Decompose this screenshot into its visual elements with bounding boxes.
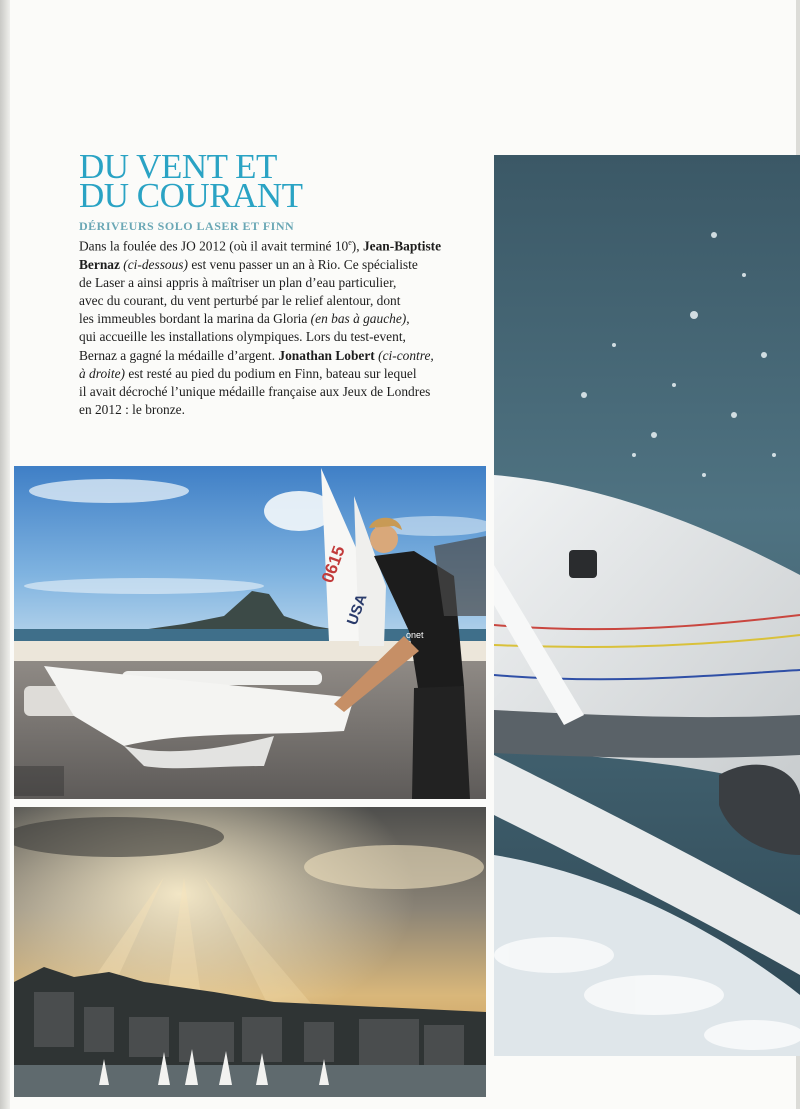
athlete-name-bernaz: Jean-Baptiste — [362, 238, 442, 254]
article-title — [79, 147, 303, 215]
photo-reference: (en bas à gauche) — [310, 311, 407, 327]
shirt-logo: onet — [406, 630, 424, 640]
sail-country-text: USA — [343, 591, 371, 628]
text-run: Bernaz a gagné la médaille d’argent. — [79, 347, 279, 363]
photo-finn-deck-closeup — [494, 155, 800, 1056]
photo-reference: (ci-contre, — [378, 347, 434, 363]
title-line-2: DU COURANT — [79, 176, 303, 215]
photo-boat-image — [494, 155, 800, 1056]
article-kicker: DÉRIVEURS SOLO LASER ET FINN — [79, 219, 295, 233]
text-run: ), — [351, 238, 363, 254]
photo-reference: (ci-dessous) — [123, 256, 188, 272]
text-run: les immeubles bordant la marina da Gloria — [79, 311, 311, 327]
text-run: est resté au pied du podium en Finn, bateau sur lequel — [125, 365, 417, 381]
article-body — [79, 234, 487, 420]
superscript: e — [348, 238, 352, 247]
body-line-5 — [79, 310, 487, 328]
body-line-2 — [79, 256, 487, 274]
body-line-4: avec du courant, du vent perturbé par le relief alentour, dont — [79, 293, 401, 309]
body-line-3: de Laser a ainsi appris à maîtriser un plan d’eau particulier, — [79, 274, 397, 290]
body-line-7 — [79, 347, 487, 365]
body-line-6: qui accueille les installations olympiques. Lors du test-event, — [79, 329, 406, 345]
athlete-name-lobert: Jonathan Lobert — [278, 347, 375, 363]
text-run: est venu passer un an à Rio. Ce spécialiste — [187, 256, 418, 272]
photo-sailor-laser-beach — [14, 466, 486, 799]
athlete-name-bernaz-2: Bernaz — [79, 256, 120, 272]
body-line-10: en 2012 : le bronze. — [79, 402, 185, 418]
body-line-9: il avait décroché l’unique médaille française aux Jeux de Londres — [79, 384, 431, 400]
photo-reference: à droite) — [79, 365, 125, 381]
photo-beach-image — [14, 466, 486, 799]
body-line-8 — [79, 365, 487, 383]
photo-marina-sunset — [14, 807, 486, 1097]
text-run: , — [406, 311, 410, 327]
body-line-1 — [79, 234, 487, 256]
title-line-1: DU VENT ET — [79, 147, 277, 186]
page-spine-shadow — [0, 0, 10, 1109]
text-run: Dans la foulée des JO 2012 (où il avait terminé 10 — [79, 238, 349, 254]
photo-sunset-image — [14, 807, 486, 1097]
sail-number-text: 0615 — [317, 543, 349, 586]
